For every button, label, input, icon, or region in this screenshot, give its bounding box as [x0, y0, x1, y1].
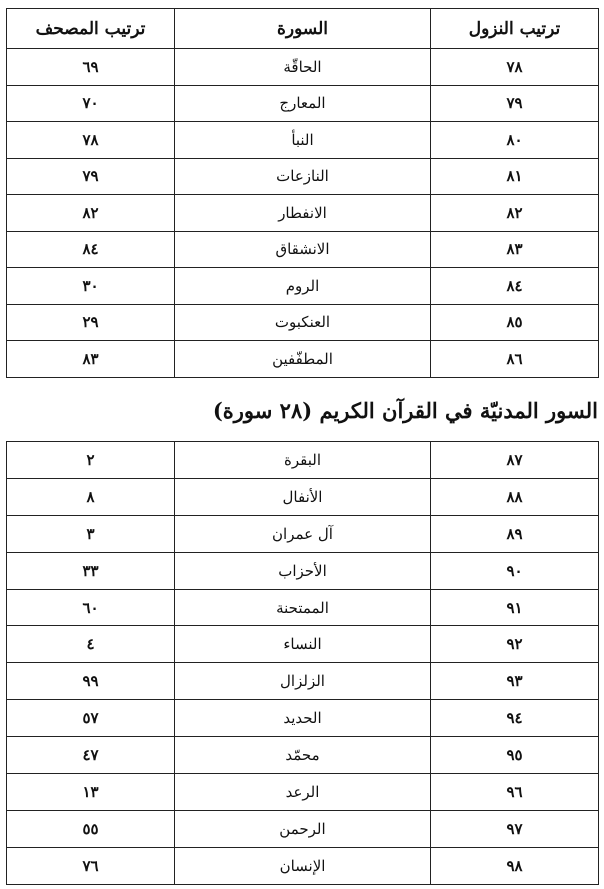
cell-order: ٩٤: [431, 700, 599, 737]
header-order-of-revelation: ترتيب النزول: [431, 9, 599, 49]
cell-mushaf: ٨٤: [7, 231, 175, 268]
table-row: [7, 442, 599, 479]
medinan-surahs-table: [6, 441, 599, 885]
table-row: [7, 626, 599, 663]
table-row: [7, 515, 599, 552]
cell-surah: الانشقاق: [175, 231, 431, 268]
cell-order: ٧٨: [431, 49, 599, 86]
cell-mushaf: ٣٠: [7, 268, 175, 305]
table-row: [7, 700, 599, 737]
cell-surah: الانفطار: [175, 195, 431, 232]
cell-surah: المطفّفين: [175, 341, 431, 378]
table-row: [7, 663, 599, 700]
cell-mushaf: ٨٢: [7, 195, 175, 232]
cell-order: ٨٦: [431, 341, 599, 378]
cell-order: ٨٢: [431, 195, 599, 232]
cell-surah: الحاقّة: [175, 49, 431, 86]
cell-order: ٩٢: [431, 626, 599, 663]
table-row: [7, 589, 599, 626]
cell-mushaf: ٧٩: [7, 158, 175, 195]
cell-order: ٩٣: [431, 663, 599, 700]
cell-order: ٨٤: [431, 268, 599, 305]
cell-order: ٨٩: [431, 515, 599, 552]
medinan-section-title: السور المدنيّة في القرآن الكريم (٢٨ سورة): [212, 398, 598, 423]
cell-order: ٨٣: [431, 231, 599, 268]
cell-order: ٧٩: [431, 85, 599, 122]
table-row: [7, 49, 599, 86]
cell-mushaf: ٥٧: [7, 700, 175, 737]
cell-surah: الممتحنة: [175, 589, 431, 626]
cell-surah: النساء: [175, 626, 431, 663]
cell-order: ٩٠: [431, 552, 599, 589]
cell-mushaf: ٤٧: [7, 737, 175, 774]
cell-surah: محمّد: [175, 737, 431, 774]
cell-surah: آل عمران: [175, 515, 431, 552]
cell-surah: المعارج: [175, 85, 431, 122]
cell-mushaf: ٩٩: [7, 663, 175, 700]
table-row: [7, 478, 599, 515]
header-surah: السورة: [175, 9, 431, 49]
cell-surah: الإنسان: [175, 847, 431, 884]
cell-mushaf: ٨٣: [7, 341, 175, 378]
cell-surah: الروم: [175, 268, 431, 305]
table-row: [7, 774, 599, 811]
table-row: [7, 122, 599, 159]
meccan-surahs-table: [6, 8, 599, 378]
table-row: [7, 268, 599, 305]
cell-order: ٩٦: [431, 774, 599, 811]
cell-mushaf: ٦٩: [7, 49, 175, 86]
table-row: [7, 847, 599, 884]
cell-mushaf: ٨: [7, 478, 175, 515]
cell-order: ٨٠: [431, 122, 599, 159]
table-row: [7, 195, 599, 232]
cell-surah: النازعات: [175, 158, 431, 195]
cell-mushaf: ٣٣: [7, 552, 175, 589]
cell-surah: الأحزاب: [175, 552, 431, 589]
cell-surah: الزلزال: [175, 663, 431, 700]
cell-mushaf: ٢٩: [7, 304, 175, 341]
table-row: [7, 304, 599, 341]
cell-order: ٨١: [431, 158, 599, 195]
table-row: [7, 552, 599, 589]
table-row: [7, 158, 599, 195]
cell-order: ٩١: [431, 589, 599, 626]
table-row: [7, 810, 599, 847]
cell-surah: البقرة: [175, 442, 431, 479]
header-mushaf-order: ترتيب المصحف: [7, 9, 175, 49]
table-header-row: [7, 9, 599, 49]
cell-order: ٨٧: [431, 442, 599, 479]
cell-mushaf: ٧٠: [7, 85, 175, 122]
cell-mushaf: ٣: [7, 515, 175, 552]
cell-surah: العنكبوت: [175, 304, 431, 341]
cell-surah: الأنفال: [175, 478, 431, 515]
cell-surah: النبأ: [175, 122, 431, 159]
table-row: [7, 231, 599, 268]
table-row: [7, 341, 599, 378]
cell-mushaf: ٦٠: [7, 589, 175, 626]
cell-mushaf: ١٣: [7, 774, 175, 811]
cell-order: ٩٥: [431, 737, 599, 774]
cell-order: ٩٧: [431, 810, 599, 847]
cell-mushaf: ٧٨: [7, 122, 175, 159]
cell-surah: الرعد: [175, 774, 431, 811]
cell-mushaf: ٧٦: [7, 847, 175, 884]
table-row: [7, 737, 599, 774]
cell-order: ٩٨: [431, 847, 599, 884]
cell-order: ٨٨: [431, 478, 599, 515]
cell-mushaf: ٤: [7, 626, 175, 663]
cell-order: ٨٥: [431, 304, 599, 341]
cell-mushaf: ٢: [7, 442, 175, 479]
cell-surah: الرحمن: [175, 810, 431, 847]
cell-mushaf: ٥٥: [7, 810, 175, 847]
cell-surah: الحديد: [175, 700, 431, 737]
table-row: [7, 85, 599, 122]
